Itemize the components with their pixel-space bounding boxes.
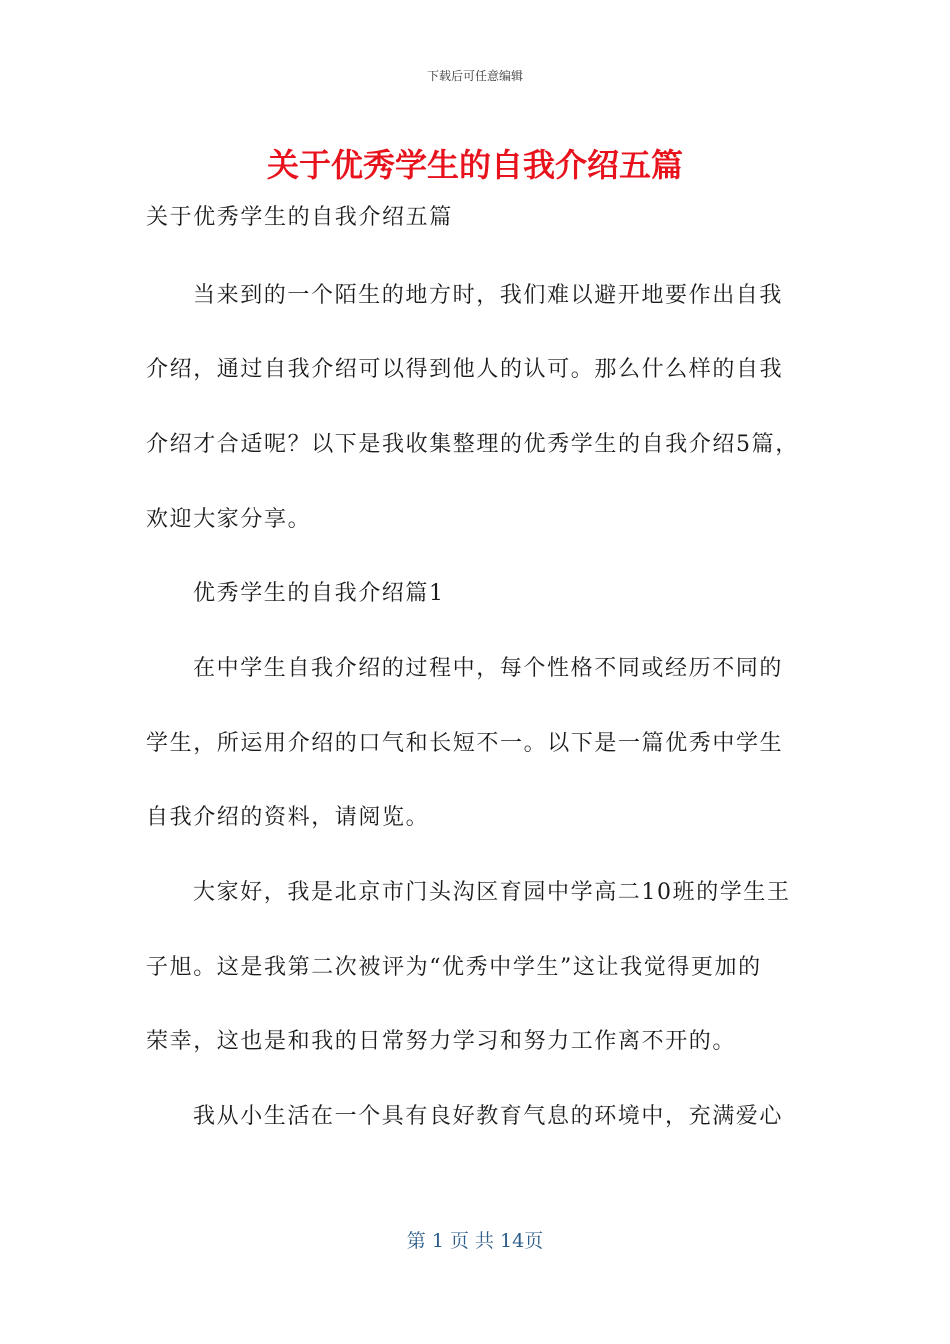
paragraph-line: 当来到的一个陌生的地方时，我们难以避开地要作出自我 [193,283,784,308]
paragraph-line: 荣幸，这也是和我的日常努力学习和努力工作离不开的。 [146,1029,737,1054]
paragraph-line: 欢迎大家分享。 [146,507,312,532]
section-heading: 优秀学生的自我介绍篇1 [193,581,445,606]
paragraph-line: 自我介绍的资料，请阅览。 [146,805,430,830]
subtitle-line: 关于优秀学生的自我介绍五篇 [146,205,453,230]
paragraph-line: 介绍才合适呢？以下是我收集整理的优秀学生的自我介绍5篇， [146,432,799,457]
page-number-footer: 第 1 页 共 14页 [406,1230,544,1252]
header-note: 下载后可任意编辑 [426,69,523,83]
paragraph-line: 介绍，通过自我介绍可以得到他人的认可。那么什么样的自我 [146,357,784,382]
paragraph-line: 在中学生自我介绍的过程中，每个性格不同或经历不同的 [193,656,784,681]
paragraph-line: 子旭。这是我第二次被评为“优秀中学生”这让我觉得更加的 [146,955,762,980]
paragraph-line: 大家好，我是北京市门头沟区育园中学高二10班的学生王 [193,880,791,905]
paragraph-line: 学生，所运用介绍的口气和长短不一。以下是一篇优秀中学生 [146,731,784,756]
document-title: 关于优秀学生的自我介绍五篇 [266,146,683,184]
paragraph-line: 我从小生活在一个具有良好教育气息的环境中，充满爱心 [193,1104,784,1129]
